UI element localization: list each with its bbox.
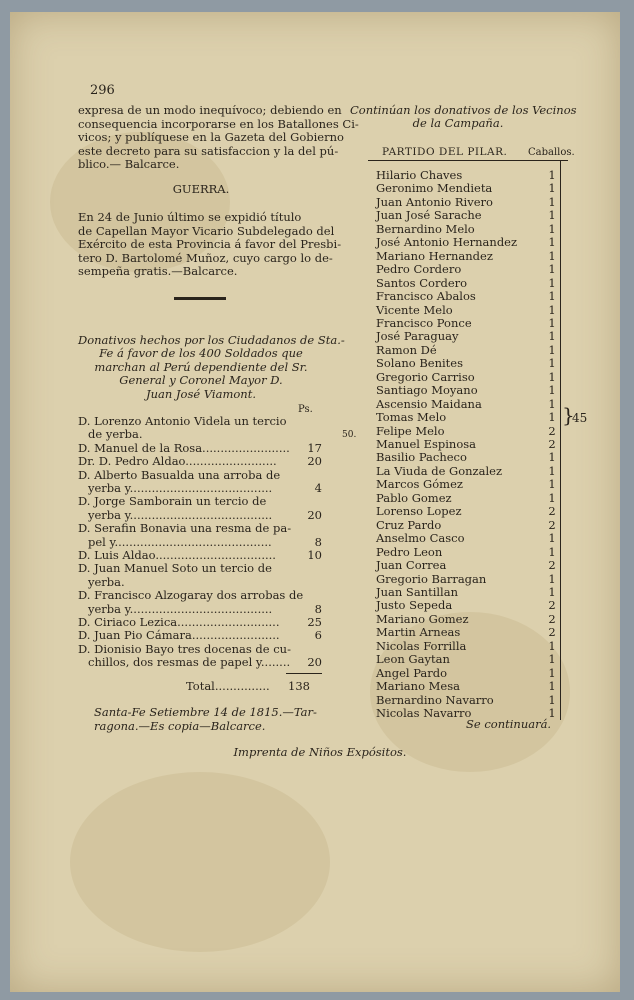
continuara-note: Se continuará. [466, 717, 552, 731]
donor-name: Tomas Melo [376, 410, 447, 425]
donor-text: D. Luis Aldao................................. [78, 548, 276, 562]
donor-name: Gregorio Barragan [376, 571, 487, 586]
horse-count: 2 [548, 423, 556, 438]
donation-amount: 10 [307, 548, 322, 562]
horse-count: 1 [548, 652, 556, 667]
donation-amount: 20 [307, 507, 322, 522]
closing-line: ragona.—Es copia—Balcarce. [94, 719, 266, 733]
horse-count: 1 [548, 208, 556, 223]
donor-name: Gregorio Carriso [376, 369, 475, 384]
donor-text: D. Jorge Samborain un tercio de [78, 494, 267, 509]
horse-count: 1 [548, 194, 556, 209]
guerra-line: En 24 de Junio último se expidió título [78, 210, 302, 224]
donor-name: Marcos Gómez [376, 477, 463, 492]
horse-count: 1 [548, 221, 556, 236]
donor-text: yerba y....................................... [88, 601, 273, 616]
donor-text: yerba y....................................... [88, 507, 273, 522]
intro-line: este decreto para su satisfaccion y la del pú- [78, 143, 339, 158]
right-heading-line: de la Campaña. [412, 116, 504, 130]
guerra-line: Exército de esta Provincia á favor del Presbi- [78, 237, 342, 252]
page-number: 296 [90, 83, 115, 98]
paper-stain [70, 772, 330, 952]
donor-name: Justo Sepeda [376, 598, 453, 613]
donation-amount: 20 [307, 655, 322, 670]
horse-count: 1 [548, 463, 556, 478]
horse-count: 2 [548, 437, 556, 451]
donation-amount: 8 [314, 601, 322, 616]
total-rule [286, 673, 322, 674]
donor-text: D. Ciriaco Lezica............................ [78, 615, 280, 629]
ps-column-header: Ps. [298, 404, 313, 415]
donor-name: Anselmo Casco [376, 531, 465, 546]
donor-name: Mariano Gomez [376, 611, 469, 626]
horse-count: 1 [548, 315, 556, 330]
donor-text: chillos, dos resmas de papel y........ [88, 655, 291, 670]
donor-name: José Paraguay [376, 329, 459, 344]
donor-text: D. Dionisio Bayo tres docenas de cu- [78, 641, 291, 656]
column-rule [560, 160, 561, 720]
intro-line: expresa de un modo inequívoco; debiendo en [78, 103, 342, 117]
donor-text: D. Francisco Alzogaray dos arrobas de [78, 588, 304, 603]
horse-count: 2 [548, 611, 556, 626]
horse-count: 1 [548, 235, 556, 250]
donor-text: D. Lorenzo Antonio Videla un tercio [78, 414, 287, 428]
donor-name: Pedro Leon [376, 544, 443, 559]
guerra-line: sempeña gratis.—Balcarce. [78, 264, 238, 279]
donor-name: Manuel Espinosa [376, 437, 477, 451]
donor-name: Cruz Pardo [376, 517, 442, 532]
donor-name: Bernardino Navarro [376, 692, 494, 707]
donor-name: Ascensio Maidana [376, 396, 482, 411]
horse-count: 1 [548, 302, 556, 317]
horse-count: 1 [548, 706, 556, 720]
horse-count: 1 [548, 692, 556, 707]
donor-name: Pablo Gomez [376, 490, 452, 505]
horse-count: 1 [548, 248, 556, 263]
horse-count: 1 [548, 181, 556, 196]
horse-count: 2 [548, 558, 556, 573]
donor-name: Felipe Melo [376, 423, 445, 438]
donor-name: Juan Antonio Rivero [376, 194, 493, 209]
horse-count: 1 [548, 168, 556, 182]
donor-name: Solano Benites [376, 356, 463, 371]
donativos-heading-line: Donativos hechos por los Ciudadanos de Sta.- [78, 333, 345, 347]
donor-text: D. Manuel de la Rosa........................ [78, 440, 290, 455]
horse-count: 1 [548, 410, 556, 425]
donor-name: Geronimo Mendieta [376, 181, 493, 196]
donor-name: Angel Pardo [376, 665, 448, 680]
horse-count: 1 [548, 262, 556, 277]
horse-count: 1 [548, 275, 556, 290]
horse-count: 2 [548, 504, 556, 519]
horse-count: 1 [548, 477, 556, 492]
donor-text: D. Alberto Basualda una arroba de [78, 467, 281, 482]
guerra-heading: GUERRA. [172, 182, 230, 196]
margin-note: 45 [572, 411, 588, 425]
donor-name: Juan Correa [376, 558, 447, 573]
donativos-heading-line: Fe á favor de los 400 Soldados que [99, 346, 303, 361]
donor-name: Bernardino Melo [376, 221, 475, 236]
horse-count: 1 [548, 490, 556, 505]
closing-line: Santa-Fe Setiembre 14 de 1815.—Tar- [94, 705, 317, 719]
donation-amount: 25 [307, 615, 322, 629]
guerra-line: tero D. Bartolomé Muñoz, cuyo cargo lo de- [78, 250, 333, 265]
donor-text: D. Juan Manuel Soto un tercio de [78, 561, 272, 576]
donation-amount: 4 [314, 481, 322, 495]
horse-count: 2 [548, 517, 556, 532]
horse-count: 1 [548, 329, 556, 344]
horse-count: 1 [548, 531, 556, 546]
donor-text: D. Serafin Bonavia una resma de pa- [78, 521, 292, 536]
donativos-heading-line: General y Coronel Mayor D. [119, 373, 283, 388]
header-rule [368, 160, 568, 161]
total-label: Total............... [186, 679, 270, 693]
donor-name: Mariano Mesa [376, 679, 460, 694]
donor-name: Vicente Melo [376, 302, 453, 317]
donation-amount: 8 [314, 534, 322, 549]
horse-count: 1 [548, 665, 556, 680]
imprint: Imprenta de Niños Expósitos. [233, 745, 407, 759]
horse-count: 1 [548, 383, 556, 398]
donativos-heading-line: Juan José Viamont. [146, 386, 256, 401]
horse-count: 1 [548, 544, 556, 559]
caballos-header: Caballos. [528, 147, 575, 158]
intro-line: vicos; y publíquese en la Gazeta del Gobierno [78, 130, 344, 145]
horse-count: 1 [548, 638, 556, 653]
donor-name: Leon Gaytan [376, 652, 450, 667]
donation-amount: 20 [307, 454, 322, 469]
donation-amount: 6 [314, 628, 322, 643]
donor-name: Juan Santillan [376, 584, 458, 599]
donor-name: Hilario Chaves [376, 168, 463, 182]
donation-amount: 17 [307, 440, 322, 455]
donor-text: de yerba. [88, 427, 143, 442]
donor-name: Francisco Abalos [376, 289, 476, 304]
donor-name: Francisco Ponce [376, 315, 472, 330]
horse-count: 1 [548, 289, 556, 304]
section-rule [174, 297, 226, 300]
horse-count: 1 [548, 369, 556, 384]
donor-name: Mariano Hernandez [376, 248, 493, 263]
donor-name: Martin Arneas [376, 625, 461, 640]
horse-count: 2 [548, 598, 556, 613]
donor-name: José Antonio Hernandez [376, 235, 518, 250]
right-heading-line: Continúan los donativos de los Vecinos [350, 103, 577, 117]
donor-name: Pedro Cordero [376, 262, 462, 277]
donor-text: D. Juan Pio Cámara........................ [78, 628, 280, 643]
guerra-line: de Capellan Mayor Vicario Subdelegado del [78, 223, 335, 238]
donor-name: La Viuda de Gonzalez [376, 463, 503, 478]
horse-count: 1 [548, 396, 556, 411]
donor-name: Ramon Dé [376, 342, 437, 357]
horse-count: 1 [548, 679, 556, 694]
brace-mark: } [562, 403, 575, 427]
donor-name: Santos Cordero [376, 275, 468, 290]
donativos-heading-line: marchan al Perú dependiente del Sr. [94, 359, 308, 374]
horse-count: 2 [548, 625, 556, 640]
horse-count: 1 [548, 450, 556, 465]
donor-name: Lorenso Lopez [376, 504, 462, 519]
horse-count: 1 [548, 356, 556, 371]
margin-note-left: 50. [342, 430, 357, 440]
donor-name: Nicolas Navarro [376, 706, 472, 720]
total-value: 138 [288, 679, 310, 693]
donor-name: Juan José Sarache [376, 208, 482, 223]
donor-text: yerba y....................................... [88, 481, 273, 495]
donor-text: Dr. D. Pedro Aldao......................... [78, 454, 277, 469]
donor-text: pel y........................................... [88, 534, 272, 549]
partido-heading: PARTIDO DEL PILAR. [382, 146, 508, 158]
donor-name: Nicolas Forrilla [376, 638, 467, 653]
donor-name: Basilio Pacheco [376, 450, 467, 465]
donor-name: Santiago Moyano [376, 383, 478, 398]
intro-line: blico.— Balcarce. [78, 157, 180, 172]
horse-count: 1 [548, 571, 556, 586]
horse-count: 1 [548, 584, 556, 599]
donor-text: yerba. [88, 574, 125, 589]
intro-line: consequencia incorporarse en los Batallones Ci- [78, 116, 359, 131]
horse-count: 1 [548, 342, 556, 357]
